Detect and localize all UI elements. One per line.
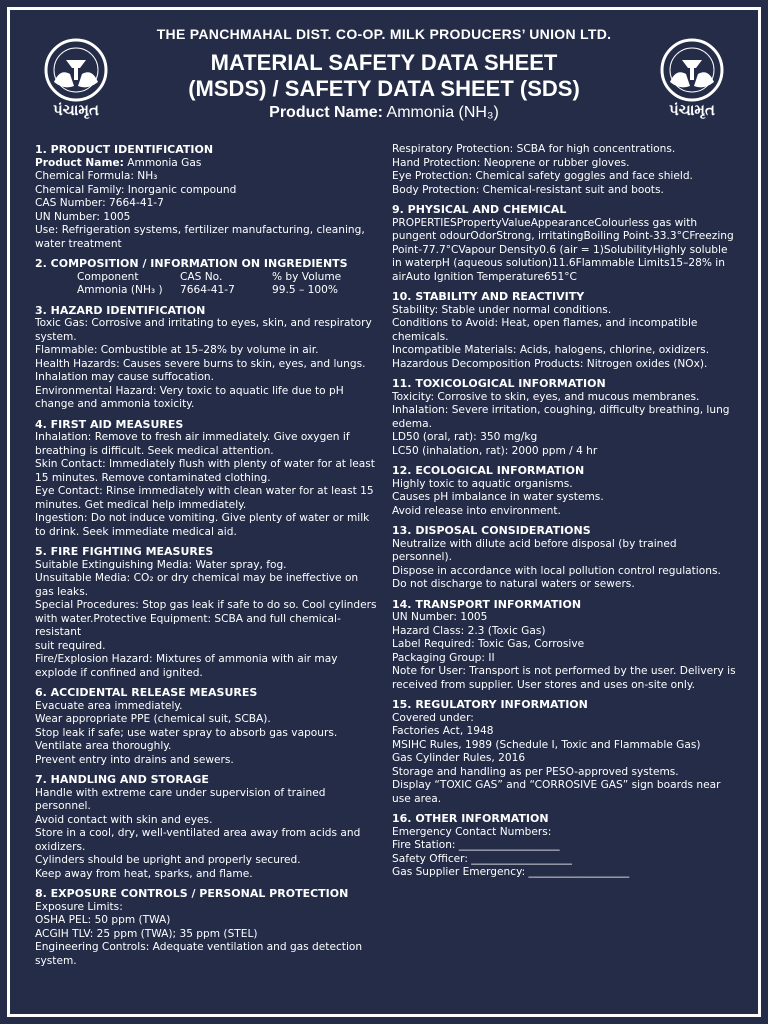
section-13 <box>392 524 737 592</box>
section-line: Chemical Formula: NH₃ <box>35 170 158 182</box>
section-line: Gas Cylinder Rules, 2016 <box>392 752 526 764</box>
section-10 <box>392 290 737 371</box>
section-line: Handle with extreme care under supervision of trained personnel. <box>35 786 326 812</box>
section-line: Use: Refrigeration systems, fertilizer manufacturing, cleaning, water treatment <box>35 224 365 250</box>
composition-table <box>77 271 341 298</box>
table-header-cell: % by Volume <box>272 270 342 283</box>
section-1 <box>35 143 380 251</box>
product-name-label: Product Name: <box>35 156 124 169</box>
section-heading: 14. TRANSPORT INFORMATION <box>392 597 582 611</box>
section-line: Respiratory Protection: SCBA for high concentrations. <box>392 143 676 155</box>
document-title-line1: MATERIAL SAFETY DATA SHEET <box>210 50 558 75</box>
section-line: Hazardous Decomposition Products: Nitrogen oxides (NOx). <box>392 357 708 370</box>
section-line: Skin Contact: Immediately flush with plenty of water for at least 15 minutes. Remove contaminated clothing. <box>35 458 375 484</box>
section-line: Suitable Extinguishing Media: Water spray, fog. <box>35 558 287 571</box>
section-8-continued <box>392 143 737 197</box>
section-line: Body Protection: Chemical-resistant suit and boots. <box>392 183 664 196</box>
section-line: Toxicity: Corrosive to skin, eyes, and mucous membranes. <box>392 390 700 403</box>
section-4 <box>35 418 380 540</box>
section-heading: 9. PHYSICAL AND CHEMICAL <box>392 203 567 216</box>
table-header-row <box>77 271 341 285</box>
section-16 <box>392 812 737 880</box>
section-line: Special Procedures: Stop gas leak if safe to do so. Cool cylinders with water.Protective Equipment: SCBA and full chemical-resistant <box>35 599 377 638</box>
section-heading: 11. TOXICOLOGICAL INFORMATION <box>392 377 606 390</box>
section-line: Neutralize with dilute acid before disposal (by trained personnel). <box>392 537 677 563</box>
section-14 <box>392 598 737 693</box>
section-line: Environmental Hazard: Very toxic to aquatic life due to pH change and ammonia toxicity. <box>35 384 344 410</box>
section-line: OSHA PEL: 50 ppm (TWA) <box>35 914 171 926</box>
section-5 <box>35 545 380 680</box>
table-cell: Ammonia (NH₃ ) <box>77 284 163 296</box>
product-name-value: Ammonia (NH₃) <box>382 104 499 121</box>
section-3 <box>35 304 380 412</box>
fire-station-field: Fire Station: ___________________ <box>392 839 560 851</box>
section-line: Inhalation: Remove to fresh air immediately. Give oxygen if breathing is difficult. Seek medical attention. <box>35 431 350 457</box>
table-header-cell: CAS No. <box>180 270 223 283</box>
product-name-heading <box>0 104 768 122</box>
section-line: Note for User: Transport is not performed by the user. Delivery is received from supplier. User stores and uses on-site only. <box>392 665 736 691</box>
section-line: Hazard Class: 2.3 (Toxic Gas) <box>392 624 546 637</box>
section-line: Cylinders should be upright and properly secured. <box>35 854 301 866</box>
section-line: Exposure Limits: <box>35 900 123 913</box>
section-line: UN Number: 1005 <box>392 611 488 623</box>
section-line: MSIHC Rules, 1989 (Schedule I, Toxic and Flammable Gas) <box>392 738 701 751</box>
section-line: Wear appropriate PPE (chemical suit, SCBA). <box>35 713 271 725</box>
section-line: Chemical Family: Inorganic compound <box>35 183 237 196</box>
section-12 <box>392 464 737 518</box>
section-line: LC50 (inhalation, rat): 2000 ppm / 4 hr <box>392 444 598 457</box>
left-column <box>35 143 380 974</box>
union-name: THE PANCHMAHAL DIST. CO-OP. MILK PRODUCERS’ UNION LTD. <box>156 26 612 42</box>
section-line: CAS Number: 7664-41-7 <box>35 197 164 209</box>
section-line: Prevent entry into drains and sewers. <box>35 753 234 766</box>
section-line: Conditions to Avoid: Heat, open flames, and incompatible chemicals. <box>392 317 698 343</box>
section-heading: 1. PRODUCT IDENTIFICATION <box>35 143 214 156</box>
section-line: Do not discharge to natural waters or sewers. <box>392 578 635 590</box>
section-line: UN Number: 1005 <box>35 210 131 223</box>
product-name-value: Ammonia Gas <box>123 156 202 169</box>
section-11 <box>392 377 737 458</box>
section-line: Fire/Explosion Hazard: Mixtures of ammonia with air may explode if confined and ignited. <box>35 653 338 679</box>
section-line: Flammable: Combustible at 15–28% by volume in air. <box>35 344 319 356</box>
table-row <box>77 284 341 298</box>
section-heading: 7. HANDLING AND STORAGE <box>35 773 209 786</box>
section-heading: 6. ACCIDENTAL RELEASE MEASURES <box>35 686 258 699</box>
section-6 <box>35 686 380 767</box>
section-line: Factories Act, 1948 <box>392 725 494 737</box>
section-line: Store in a cool, dry, well-ventilated area away from acids and oxidizers. <box>35 827 361 853</box>
section-line: Avoid release into environment. <box>392 504 561 517</box>
safety-officer-field: Safety Officer: ___________________ <box>392 852 572 865</box>
section-line: Covered under: <box>392 711 474 724</box>
section-2 <box>35 257 380 298</box>
section-line: Inhalation: Severe irritation, coughing, difficulty breathing, lung edema. <box>392 404 730 430</box>
section-line: Health Hazards: Causes severe burns to skin, eyes, and lungs. Inhalation may cause suffocation. <box>35 357 366 383</box>
section-line: Ingestion: Do not induce vomiting. Give plenty of water or milk to drink. Seek immediate medical aid. <box>35 512 370 538</box>
section-heading: 10. STABILITY AND REACTIVITY <box>392 290 585 303</box>
section-line: Incompatible Materials: Acids, halogens, chlorine, oxidizers. <box>392 344 710 356</box>
section-line: Evacuate area immediately. <box>35 699 183 712</box>
section-heading: 13. DISPOSAL CONSIDERATIONS <box>392 524 591 537</box>
section-line: Label Required: Toxic Gas, Corrosive <box>392 638 585 650</box>
section-8 <box>35 887 380 968</box>
table-cell: 99.5 – 100% <box>272 284 338 296</box>
section-line: Storage and handling as per PESO-approved systems. <box>392 765 679 778</box>
section-15 <box>392 698 737 806</box>
section-heading: 12. ECOLOGICAL INFORMATION <box>392 464 585 477</box>
section-9 <box>392 203 737 284</box>
section-heading: 15. REGULATORY INFORMATION <box>392 698 588 711</box>
right-column <box>392 143 737 886</box>
section-line: Avoid contact with skin and eyes. <box>35 813 213 826</box>
section-line: suit required. <box>35 639 106 652</box>
section-line: Engineering Controls: Adequate ventilation and gas detection system. <box>35 941 363 967</box>
table-header-cell: Component <box>77 270 139 283</box>
section-heading: 5. FIRE FIGHTING MEASURES <box>35 545 214 558</box>
section-line: Stability: Stable under normal conditions. <box>392 303 612 316</box>
section-heading: 2. COMPOSITION / INFORMATION ON INGREDIENTS <box>35 257 348 270</box>
section-line: Toxic Gas: Corrosive and irritating to eyes, skin, and respiratory system. <box>35 317 372 343</box>
section-line: Keep away from heat, sparks, and flame. <box>35 867 253 880</box>
section-line: Highly toxic to aquatic organisms. <box>392 477 573 490</box>
header <box>0 0 768 140</box>
section-line: Dispose in accordance with local pollution control regulations. <box>392 564 721 577</box>
section-line: PROPERTIESPropertyValueAppearanceColourless gas with pungent odourOdorStrong, irritatingBoiling Point-33.3°CFreezing Point-77.7°CVapour Density0.6 (air = 1)SolubilityHighly soluble in waterpH (aqueous solution)11.6Flammable Limits15–28% in airAuto Ignition Temperature651°C <box>392 216 734 283</box>
document-title-line2: (MSDS) / SAFETY DATA SHEET (SDS) <box>188 76 580 101</box>
section-heading: 16. OTHER INFORMATION <box>392 812 549 825</box>
section-line <box>35 157 380 171</box>
section-line: Unsuitable Media: CO₂ or dry chemical may be ineffective on gas leaks. <box>35 572 359 598</box>
section-line: Display “TOXIC GAS” and “CORROSIVE GAS” sign boards near use area. <box>392 779 721 805</box>
section-line: Stop leak if safe; use water spray to absorb gas vapours. <box>35 726 338 739</box>
section-line: LD50 (oral, rat): 350 mg/kg <box>392 431 538 443</box>
section-7 <box>35 773 380 881</box>
table-cell: 7664-41-7 <box>180 284 235 296</box>
section-line: Causes pH imbalance in water systems. <box>392 491 604 503</box>
logo-brand-text: પંચામૃત <box>53 102 99 119</box>
section-line: Ventilate area thoroughly. <box>35 740 172 752</box>
section-line: Emergency Contact Numbers: <box>392 825 552 838</box>
product-name-label: Product Name: <box>269 104 383 121</box>
section-heading: 4. FIRST AID MEASURES <box>35 417 184 431</box>
section-line: Hand Protection: Neoprene or rubber gloves. <box>392 156 630 169</box>
logo-brand-text: પંચામૃત <box>669 102 715 119</box>
section-line: Packaging Group: II <box>392 651 495 664</box>
gas-supplier-field: Gas Supplier Emergency: ___________________ <box>392 866 630 878</box>
section-line: ACGIH TLV: 25 ppm (TWA); 35 ppm (STEL) <box>35 927 258 940</box>
section-line: Eye Protection: Chemical safety goggles and face shield. <box>392 170 693 182</box>
section-line: Eye Contact: Rinse immediately with clean water for at least 15 minutes. Get medical help immediately. <box>35 485 374 511</box>
section-heading: 3. HAZARD IDENTIFICATION <box>35 303 206 317</box>
section-heading: 8. EXPOSURE CONTROLS / PERSONAL PROTECTION <box>35 887 349 900</box>
